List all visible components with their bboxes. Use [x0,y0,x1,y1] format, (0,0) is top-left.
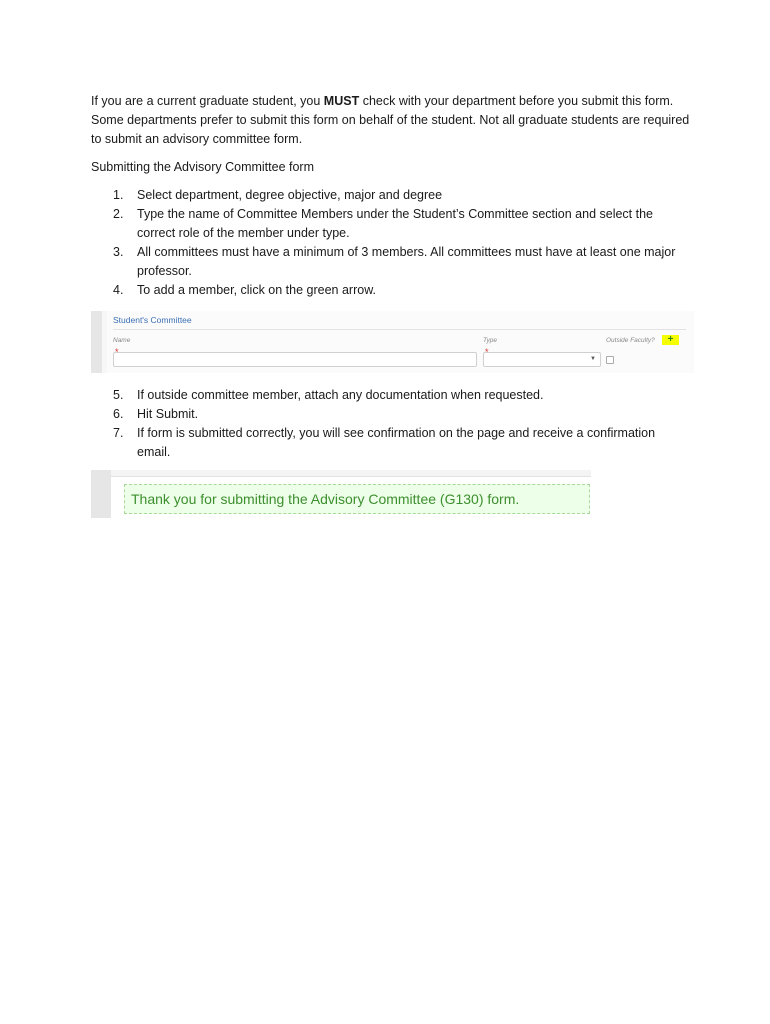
step-item [91,205,691,243]
step-number: 3. [113,245,124,259]
divider [113,329,686,330]
step-number: 1. [113,188,124,202]
type-column-label: Type [483,337,497,344]
confirmation-message-box [124,484,590,514]
steps-list-b [91,386,691,462]
member-type-select[interactable] [483,352,601,367]
required-marker: * [485,347,489,357]
committee-panel [107,311,694,373]
caret-down-icon: ▼ [590,356,596,362]
step-number: 4. [113,283,124,297]
required-marker: * [115,347,119,357]
step-number: 7. [113,426,124,440]
screenshot-left-bar [91,470,111,518]
step-text: Hit Submit. [137,407,199,421]
add-member-button[interactable] [662,335,679,345]
step-item [91,424,691,462]
step-number: 6. [113,407,124,421]
step-number: 2. [113,207,124,221]
committee-screenshot [91,311,694,373]
name-column-label: Name [113,337,131,344]
intro-paragraph [91,92,691,149]
outside-faculty-checkbox[interactable] [606,356,614,364]
intro-text-1: If you are a current graduate student, you [91,94,324,108]
member-name-input[interactable] [113,352,477,367]
step-text: All committees must have a minimum of 3 members. All committees must have at least one major professor. [137,245,676,278]
step-number: 5. [113,388,124,402]
section-title: Submitting the Advisory Committee form [91,160,314,174]
step-item [91,243,691,281]
step-text: If form is submitted correctly, you will see confirmation on the page and receive a confirmation email. [137,426,656,459]
step-item [91,186,691,205]
committee-title: Student's Committee [113,315,192,325]
step-text: If outside committee member, attach any documentation when requested. [137,388,544,402]
step-text: To add a member, click on the green arrow. [137,283,377,297]
plus-icon: + [667,334,674,345]
step-item [91,386,691,405]
confirmation-screenshot [91,470,591,518]
step-text: Type the name of Committee Members under the Student’s Committee section and select the correct role of the member under type. [137,207,654,240]
step-item [91,281,691,300]
intro-text-2: check with your department before you submit this form. Some departments prefer to submit this form on behalf of the student. Not all graduate students are required to submit an advisory committee form. [91,94,690,146]
confirmation-message: Thank you for submitting the Advisory Committee (G130) form. [131,491,520,507]
document-body [91,92,691,300]
screenshot-top-bar [111,470,591,477]
step-text: Select department, degree objective, major and degree [137,188,443,202]
steps-list-a [91,186,691,300]
outside-faculty-label: Outside Faculty? [606,337,655,344]
step-item [91,405,691,424]
intro-emphasis: MUST [323,94,360,108]
screenshot-left-bar [91,311,102,373]
document-body-continued [91,386,691,462]
